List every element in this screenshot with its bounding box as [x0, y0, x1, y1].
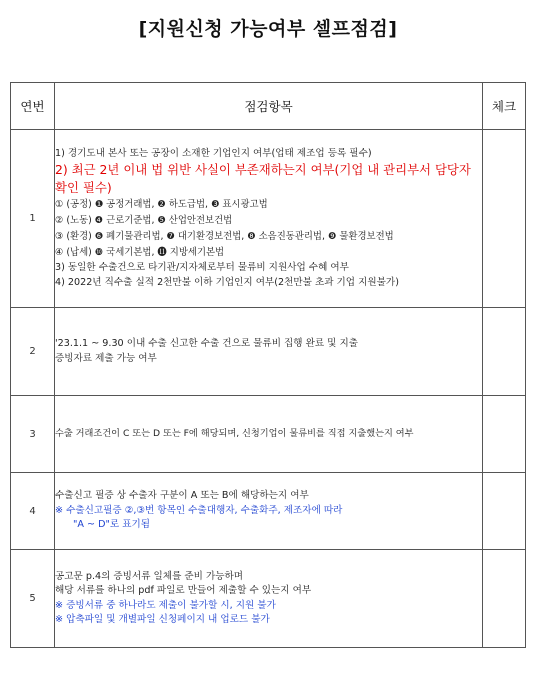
row-content [55, 396, 483, 473]
page-title: [지원신청 가능여부 셀프점검] [138, 18, 398, 40]
table-row [11, 130, 526, 308]
criterion-line: 4) 2022년 직수출 실적 2천만불 이하 기업인지 여부(2천만불 초과 기업 지원불가) [55, 276, 399, 288]
row-number: 3 [11, 396, 55, 473]
table-row [11, 308, 526, 396]
check-cell[interactable] [483, 308, 526, 396]
check-cell[interactable] [483, 130, 526, 308]
check-cell[interactable] [483, 550, 526, 648]
criterion-line: 증빙자료 제출 가능 여부 [55, 352, 157, 364]
table-row [11, 473, 526, 550]
check-cell[interactable] [483, 396, 526, 473]
criterion-line: '23.1.1 ~ 9.30 이내 수출 신고한 수출 건으로 물류비 집행 완료 및 지출 [55, 338, 359, 350]
row-content [55, 130, 483, 308]
row-number: 4 [11, 473, 55, 550]
header-item: 점검항목 [55, 83, 483, 130]
row-content [55, 308, 483, 396]
criterion-line: 수출 거래조건이 C 또는 D 또는 F에 해당되며, 신청기업이 물류비를 직접 지출했는지 여부 [55, 428, 414, 440]
criterion-line: 1) 경기도내 본사 또는 공장이 소재한 기업인지 여부(업태 제조업 등록 필수) [55, 147, 372, 159]
row-number: 1 [11, 130, 55, 308]
table-row [11, 550, 526, 648]
row-content [55, 550, 483, 648]
table-row [11, 396, 526, 473]
table-header-row [11, 83, 526, 130]
header-check: 체크 [483, 83, 526, 130]
law-category-line: ④ (납세) ❿ 국세기본법, ⓫ 지방세기본법 [55, 247, 225, 259]
row-number: 5 [11, 550, 55, 648]
note-line: ※ 압축파일 및 개별파일 신청페이지 내 업로드 불가 [55, 613, 270, 625]
self-check-table [10, 82, 526, 648]
criterion-line: 수출신고 필증 상 수출자 구분이 A 또는 B에 해당하는지 여부 [55, 490, 309, 502]
criterion-line: 해당 서류를 하나의 pdf 파일로 만들어 제출할 수 있는지 여부 [55, 585, 312, 597]
row-number: 2 [11, 308, 55, 396]
criterion-line: 공고문 p.4의 증빙서류 일체를 준비 가능하며 [55, 570, 244, 582]
law-category-line: ② (노동) ❹ 근로기준법, ❺ 산업안전보건법 [55, 215, 233, 227]
note-line: "A ~ D"로 표기됨 [73, 519, 151, 531]
criterion-line: 3) 동일한 수출건으로 타기관/지자체로부터 물류비 지원사업 수혜 여부 [55, 262, 349, 274]
law-category-line: ③ (환경) ❻ 폐기물관리법, ❼ 대기환경보전법, ❽ 소음진동관리법, ❾ 물환경보전법 [55, 231, 394, 243]
row-content [55, 473, 483, 550]
criterion-line-emphasis: 2) 최근 2년 이내 법 위반 사실이 부존재하는지 여부(기업 내 관리부서 담당자 확인 필수) [55, 162, 471, 196]
note-line: ※ 수출신고필증 ②,③번 항목인 수출대행자, 수출화주, 제조자에 따라 [55, 504, 343, 516]
check-cell[interactable] [483, 473, 526, 550]
header-no: 연번 [11, 83, 55, 130]
note-line: ※ 증빙서류 중 하나라도 제출이 불가할 시, 지원 불가 [55, 599, 276, 611]
law-category-line: ① (공정) ❶ 공정거래법, ❷ 하도급법, ❸ 표시광고법 [55, 199, 268, 211]
